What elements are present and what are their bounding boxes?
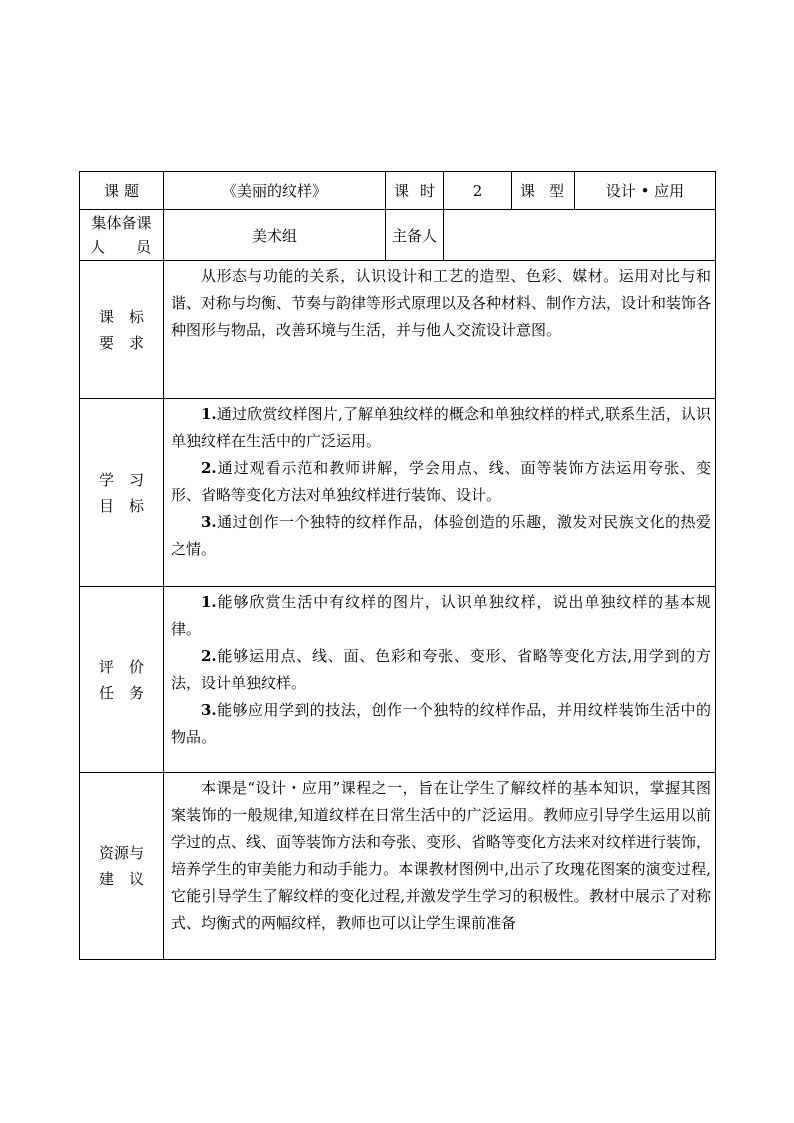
goals-label-line1: 学 习 xyxy=(98,470,144,489)
assessment-label-line2: 任 务 xyxy=(98,683,144,702)
assessment-label-line1: 评 价 xyxy=(98,657,144,676)
goal-text: 通过创作一个独特的纹样作品，体验创造的乐趣，激发对民族文化的热爱之情。 xyxy=(171,513,711,558)
topic-value: 《美丽的纹样》 xyxy=(164,172,386,210)
hours-label xyxy=(386,172,444,210)
lead-value xyxy=(444,210,716,261)
goal-item xyxy=(171,455,711,509)
assessment-content xyxy=(164,587,716,773)
prep-label xyxy=(80,210,164,261)
assessment-text: 能够欣赏生活中有纹样的图片，认识单独纹样，说出单独纹样的基本规律。 xyxy=(171,593,711,638)
hours-value: 2 xyxy=(444,172,512,210)
prep-label-char2: 员 xyxy=(135,238,151,256)
assessment-item xyxy=(171,697,711,751)
assessment-number: 1. xyxy=(201,593,217,611)
standards-paragraph: 从形态与功能的关系，认识设计和工艺的造型、色彩、媒材。运用对比与和谐、对称与均衡、节奏与韵律等形式原理以及各种材料、制作方法，设计和装饰各种图形与物品，改善环境与生活，并与他人交流设计意图。 xyxy=(171,267,712,339)
prep-label-char1: 人 xyxy=(90,238,106,256)
standards-label xyxy=(80,261,164,399)
standards-label-line2: 要 求 xyxy=(98,333,144,352)
goals-content xyxy=(164,399,716,587)
standards-row xyxy=(80,261,716,399)
standards-content xyxy=(164,261,716,399)
hours-label-char2: 时 xyxy=(419,182,435,200)
goals-label xyxy=(80,399,164,587)
assessment-text: 能够应用学到的技法，创作一个独特的纹样作品，并用纹样装饰生活中的物品。 xyxy=(171,701,711,746)
assessment-number: 2. xyxy=(201,647,217,665)
standards-label-line1: 课 标 xyxy=(98,307,144,326)
goal-item xyxy=(171,401,711,455)
resources-label-line1: 资源与 xyxy=(98,844,144,862)
goal-item xyxy=(171,509,711,563)
type-value: 设计 • 应用 xyxy=(575,172,716,210)
type-label-char1: 课 xyxy=(520,182,536,200)
resources-paragraph: 本课是“设计・应用”课程之一，旨在让学生了解纹样的基本知识，掌握其图案装饰的一般规律,知道纹样在日常生活中的广泛运用。教师应引导学生运用以前学过的点、线、面等装饰方法和夸张、变形、省略等变化方法来对纹样进行装饰，培养学生的审美能力和动手能力。本课教材图例中,出示了玫瑰花图案的演变过程,它能引导学生了解纹样的变化过程,并激发学生学习的积极性。教材中展示了对称式、均衡式的两幅纹样，教师也可以让学生课前准备 xyxy=(171,779,712,932)
goal-number: 3. xyxy=(201,513,217,531)
assessment-item xyxy=(171,643,711,697)
goal-text: 通过欣赏纹样图片,了解单独纹样的概念和单独纹样的样式,联系生活，认识单独纹样在生活中的广泛运用。 xyxy=(171,405,711,450)
lesson-plan-table xyxy=(79,171,716,960)
resources-label xyxy=(80,773,164,960)
assessment-item xyxy=(171,589,711,643)
resources-content xyxy=(164,773,716,960)
prep-label-line1: 集体备课 xyxy=(91,214,152,232)
group-value: 美术组 xyxy=(164,210,386,261)
goals-row xyxy=(80,399,716,587)
resources-row xyxy=(80,773,716,960)
assessment-text: 能够运用点、线、面、色彩和夸张、变形、省略等变化方法,用学到的方法，设计单独纹样。 xyxy=(171,647,711,692)
type-label-char2: 型 xyxy=(548,182,564,200)
assessment-row xyxy=(80,587,716,773)
goal-number: 1. xyxy=(201,405,217,423)
resources-label-line2: 建 议 xyxy=(98,870,144,888)
lead-label: 主备人 xyxy=(386,210,444,261)
topic-label xyxy=(80,172,164,210)
goal-text: 通过观看示范和教师讲解，学会用点、线、面等装饰方法运用夸张、变形、省略等变化方法对单独纹样进行装饰、设计。 xyxy=(171,459,711,504)
assessment-label xyxy=(80,587,164,773)
prep-row xyxy=(80,210,716,261)
topic-label-char2: 题 xyxy=(123,182,139,200)
assessment-number: 3. xyxy=(201,701,217,719)
prep-label-line2 xyxy=(80,235,163,259)
header-row xyxy=(80,172,716,210)
goal-number: 2. xyxy=(201,459,217,477)
hours-label-char1: 课 xyxy=(394,182,410,200)
topic-label-char1: 课 xyxy=(104,182,120,200)
goals-label-line2: 目 标 xyxy=(98,496,144,515)
type-label xyxy=(512,172,575,210)
